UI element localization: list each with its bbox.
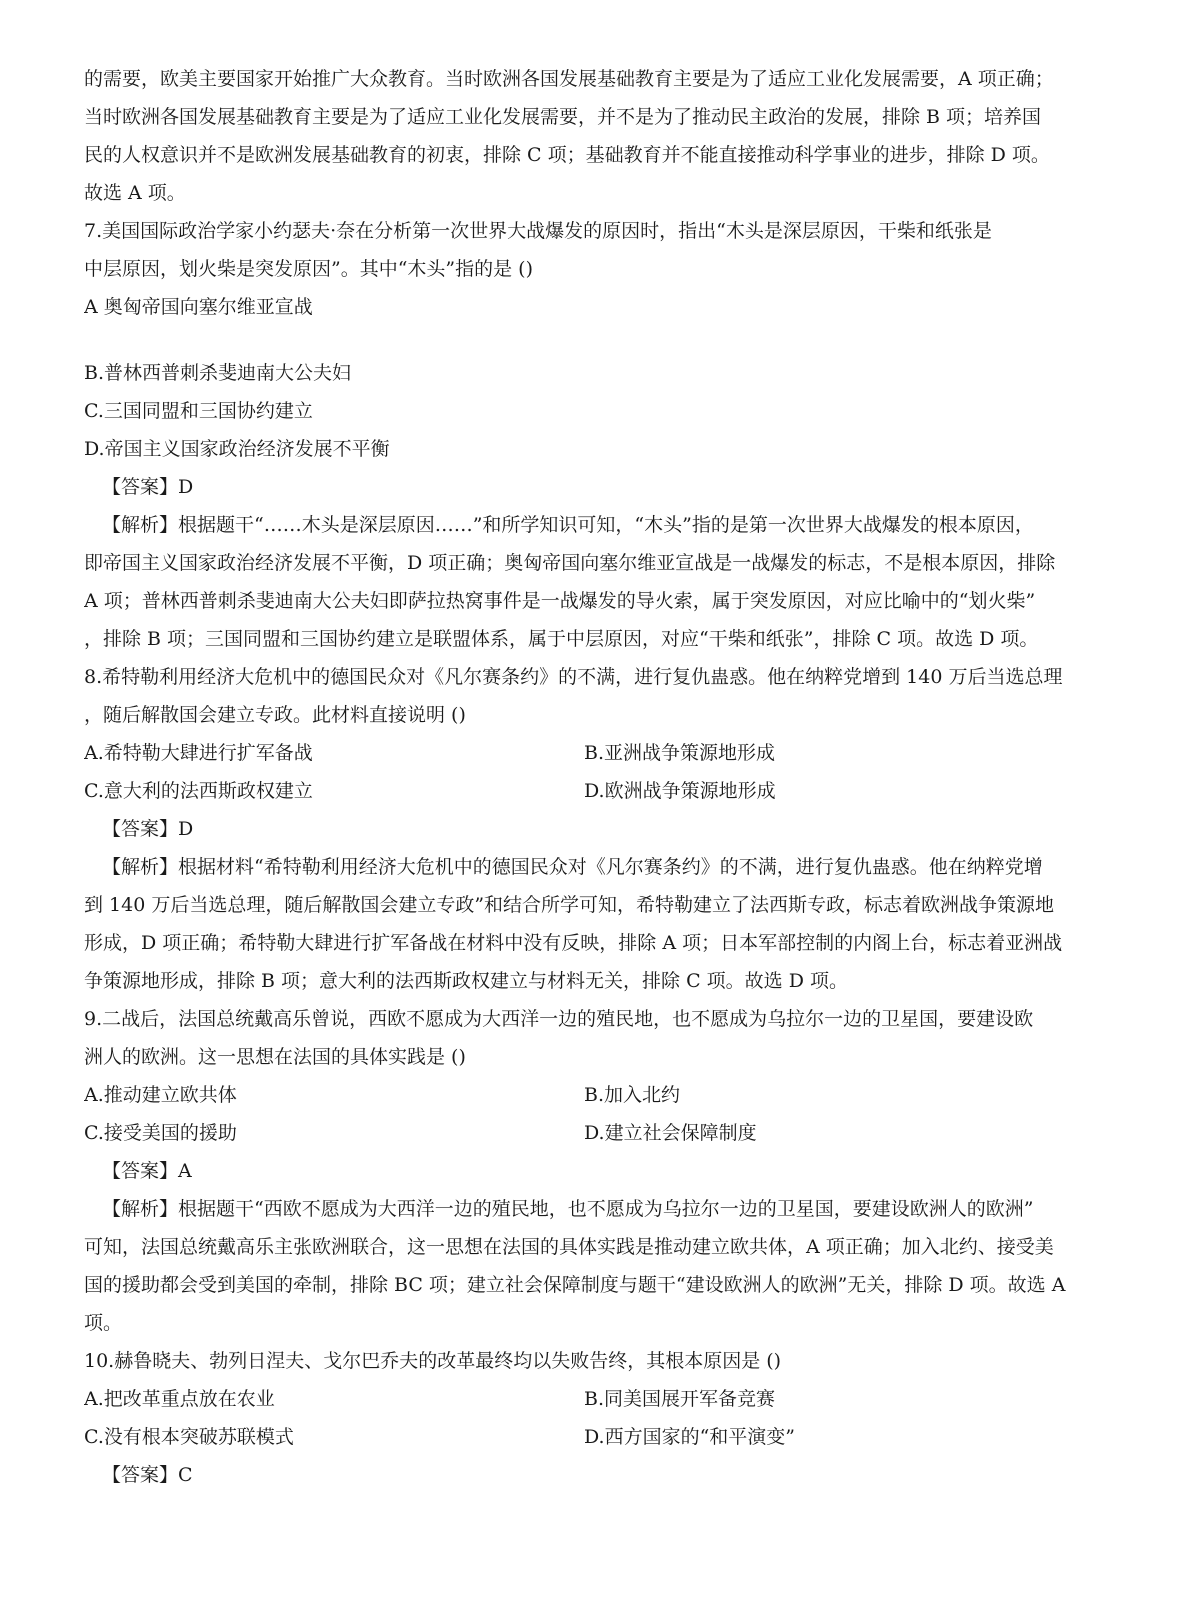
- text-line: 当时欧洲各国发展基础教育主要是为了适应工业化发展需要，并不是为了推动民主政治的发展，排除 B 项；培养国: [84, 106, 1042, 128]
- analysis-line: 项。: [84, 1312, 123, 1334]
- option-b: B.普林西普刺杀斐迪南大公夫妇: [84, 362, 352, 384]
- analysis-line: 国的援助都会受到美国的牵制，排除 BC 项；建立社会保障制度与题干“建设欧洲人的欧洲”无关，排除 D 项。故选 A: [84, 1274, 1066, 1296]
- prev-explanation: [84, 60, 1124, 212]
- analysis-line: 形成，D 项正确；希特勒大肆进行扩军备战在材料中没有反映，排除 A 项；日本军部控制的内阁上台，标志着亚洲战: [84, 932, 1063, 954]
- question-stem: ，随后解散国会建立专政。此材料直接说明 (): [84, 704, 466, 726]
- option-d: D.帝国主义国家政治经济发展不平衡: [84, 438, 390, 460]
- analysis-line: A 项；普林西普刺杀斐迪南大公夫妇即萨拉热窝事件是一战爆发的导火索，属于突发原因，对应比喻中的“划火柴”: [84, 590, 1036, 612]
- option-c: C.接受美国的援助: [84, 1122, 237, 1144]
- option-row: [84, 1418, 1124, 1456]
- option-a: A.推动建立欧共体: [84, 1084, 237, 1106]
- question-stem: 洲人的欧洲。这一思想在法国的具体实践是 (): [84, 1046, 466, 1068]
- option-b: B.加入北约: [584, 1084, 681, 1106]
- answer: 【答案】D: [102, 476, 194, 498]
- analysis-line: 即帝国主义国家政治经济发展不平衡，D 项正确；奥匈帝国向塞尔维亚宣战是一战爆发的标志，不是根本原因，排除: [84, 552, 1056, 574]
- analysis-line: 【解析】根据材料“希特勒利用经济大危机中的德国民众对《凡尔赛条约》的不满，进行复仇蛊惑。他在纳粹党增: [102, 856, 1043, 878]
- analysis-line: 到 140 万后当选总理，随后解散国会建立专政”和结合所学可知，希特勒建立了法西斯专政，标志着欧洲战争策源地: [84, 894, 1055, 916]
- answer: 【答案】A: [102, 1160, 192, 1182]
- option-row: [84, 772, 1124, 810]
- option-a: A.希特勒大肆进行扩军备战: [84, 742, 313, 764]
- option-b: B.同美国展开军备竞赛: [584, 1388, 776, 1410]
- option-d: D.西方国家的“和平演变”: [584, 1426, 796, 1448]
- option-row: [84, 1114, 1124, 1152]
- question-stem: 8.希特勒利用经济大危机中的德国民众对《凡尔赛条约》的不满，进行复仇蛊惑。他在纳粹党增到 140 万后当选总理: [84, 666, 1063, 688]
- answer: 【答案】C: [102, 1464, 193, 1486]
- analysis-line: 【解析】根据题干“……木头是深层原因……”和所学知识可知，“木头”指的是第一次世界大战爆发的根本原因，: [102, 514, 1034, 536]
- text-line: 故选 A 项。: [84, 182, 186, 204]
- question-10: [84, 1342, 1124, 1494]
- option-c: C.意大利的法西斯政权建立: [84, 780, 313, 802]
- option-row: [84, 1380, 1124, 1418]
- spacer: [84, 326, 1124, 354]
- question-7: [84, 212, 1124, 658]
- question-stem: 9.二战后，法国总统戴高乐曾说，西欧不愿成为大西洋一边的殖民地，也不愿成为乌拉尔一边的卫星国，要建设欧: [84, 1008, 1034, 1030]
- option-c: C.三国同盟和三国协约建立: [84, 400, 313, 422]
- analysis-line: 【解析】根据题干“西欧不愿成为大西洋一边的殖民地，也不愿成为乌拉尔一边的卫星国，要建设欧洲人的欧洲”: [102, 1198, 1034, 1220]
- option-d: D.欧洲战争策源地形成: [584, 780, 776, 802]
- option-row: [84, 1076, 1124, 1114]
- option-a: A.把改革重点放在农业: [84, 1388, 275, 1410]
- option-row: [84, 734, 1124, 772]
- option-c: C.没有根本突破苏联模式: [84, 1426, 294, 1448]
- analysis-line: ，排除 B 项；三国同盟和三国协约建立是联盟体系，属于中层原因，对应“干柴和纸张”，排除 C 项。故选 D 项。: [84, 628, 1039, 650]
- document-page: [84, 60, 1124, 1494]
- question-8: [84, 658, 1124, 1000]
- analysis-line: 可知，法国总统戴高乐主张欧洲联合，这一思想在法国的具体实践是推动建立欧共体，A 项正确；加入北约、接受美: [84, 1236, 1054, 1258]
- question-stem: 7.美国国际政治学家小约瑟夫·奈在分析第一次世界大战爆发的原因时，指出“木头是深层原因，干柴和纸张是: [84, 220, 992, 242]
- question-stem: 10.赫鲁晓夫、勃列日涅夫、戈尔巴乔夫的改革最终均以失败告终，其根本原因是 (): [84, 1350, 782, 1372]
- answer: 【答案】D: [102, 818, 194, 840]
- text-line: 民的人权意识并不是欧洲发展基础教育的初衷，排除 C 项；基础教育并不能直接推动科学事业的进步，排除 D 项。: [84, 144, 1050, 166]
- analysis-line: 争策源地形成，排除 B 项；意大利的法西斯政权建立与材料无关，排除 C 项。故选 D 项。: [84, 970, 848, 992]
- question-9: [84, 1000, 1124, 1342]
- option-d: D.建立社会保障制度: [584, 1122, 757, 1144]
- option-a: A 奥匈帝国向塞尔维亚宣战: [84, 296, 313, 318]
- option-b: B.亚洲战争策源地形成: [584, 742, 776, 764]
- question-stem: 中层原因，划火柴是突发原因”。其中“木头”指的是 (): [84, 258, 534, 280]
- text-line: 的需要，欧美主要国家开始推广大众教育。当时欧洲各国发展基础教育主要是为了适应工业化发展需要，A 项正确；: [84, 68, 1054, 90]
